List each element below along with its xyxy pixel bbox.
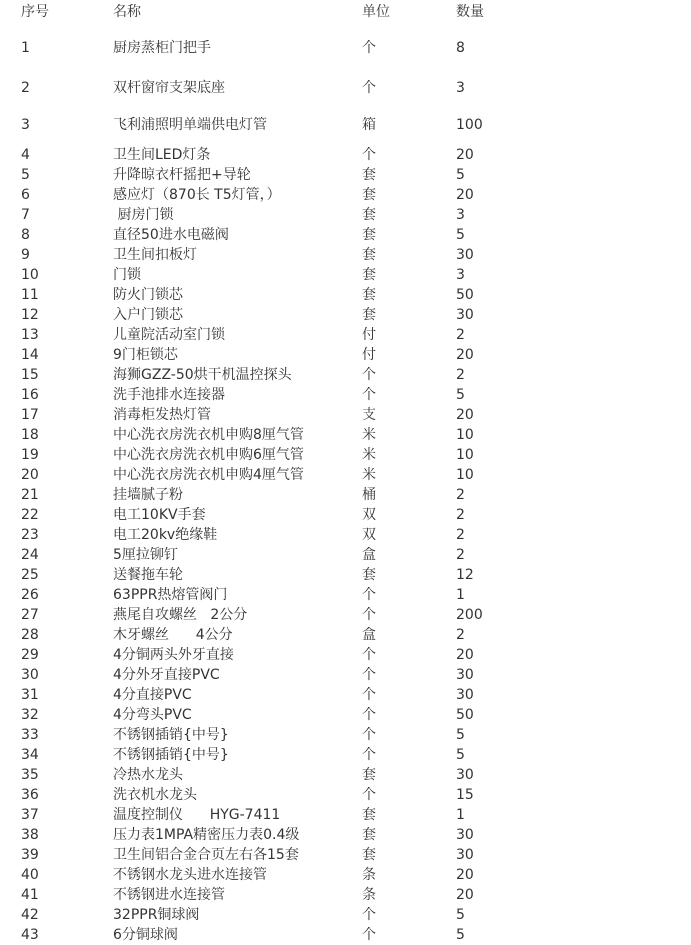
row-no: 40 [21,867,39,883]
row-unit: 套 [362,207,376,223]
row-name: 飞利浦照明单端供电灯管 [113,117,267,133]
row-no: 38 [21,827,39,843]
row-no: 8 [21,227,30,243]
row-qty: 20 [456,187,474,203]
row-unit: 个 [362,907,376,923]
row-unit: 个 [362,727,376,743]
row-name: 入户门锁芯 [113,307,183,323]
row-name: 消毒柜发热灯管 [113,407,211,423]
row-name: 不锈钢进水连接管 [113,887,225,903]
row-unit: 条 [362,867,376,883]
header-name: 名称 [113,4,141,20]
row-unit: 套 [362,567,376,583]
row-no: 28 [21,627,39,643]
table-row [0,925,691,945]
row-no: 29 [21,647,39,663]
row-unit: 个 [362,80,376,96]
table-row [0,245,691,265]
row-qty: 2 [456,507,465,523]
row-name: 厨房蒸柜门把手 [113,40,211,56]
row-qty: 50 [456,287,474,303]
table-row [0,525,691,545]
table-row [0,785,691,805]
row-name: 不锈钢插销{中号} [113,727,229,743]
row-name: 冷热水龙头 [113,767,183,783]
row-name: 32PPR铜球阀 [113,907,200,923]
row-name: 63PPR热熔管阀门 [113,587,228,603]
row-name: 双杆窗帘支架底座 [113,80,225,96]
row-qty: 12 [456,567,474,583]
row-qty: 5 [456,747,465,763]
row-qty: 3 [456,207,465,223]
row-qty: 20 [456,347,474,363]
row-qty: 10 [456,427,474,443]
row-name: 4分铜两头外牙直接 [113,647,234,663]
row-name: 中心洗衣房洗衣机申购6厘气管 [113,447,304,463]
table-row [0,285,691,305]
row-qty: 10 [456,467,474,483]
row-no: 7 [21,207,30,223]
row-name: 不锈钢插销{中号} [113,747,229,763]
table-row [0,505,691,525]
table-row [0,345,691,365]
row-name: 送餐拖车轮 [113,567,183,583]
row-no: 25 [21,567,39,583]
row-name: 海狮GZZ-50烘干机温控探头 [113,367,292,383]
row-unit: 个 [362,607,376,623]
row-name: 9门柜锁芯 [113,347,178,363]
row-qty: 2 [456,547,465,563]
row-no: 37 [21,807,39,823]
row-name: 电工10KV手套 [113,507,206,523]
row-no: 39 [21,847,39,863]
row-no: 9 [21,247,30,263]
table-header-row [0,2,691,22]
row-qty: 20 [456,887,474,903]
row-name: 温度控制仪 HYG-7411 [113,807,281,823]
row-no: 32 [21,707,39,723]
table-row [0,825,691,845]
row-unit: 付 [362,347,376,363]
row-unit: 个 [362,687,376,703]
row-unit: 米 [362,427,376,443]
row-no: 24 [21,547,39,563]
row-no: 18 [21,427,39,443]
row-name: 卫生间LED灯条 [113,147,211,163]
row-qty: 2 [456,327,465,343]
table-row [0,765,691,785]
row-name: 门锁 [113,267,141,283]
table-row [0,305,691,325]
row-name: 燕尾自攻螺丝 2公分 [113,607,248,623]
row-qty: 8 [456,40,465,56]
row-unit: 套 [362,807,376,823]
table-row [0,865,691,885]
row-unit: 套 [362,287,376,303]
row-unit: 套 [362,767,376,783]
table-row [0,485,691,505]
row-unit: 支 [362,407,376,423]
table-row [0,805,691,825]
row-unit: 个 [362,647,376,663]
row-unit: 盒 [362,627,376,643]
row-unit: 个 [362,40,376,56]
row-qty: 1 [456,587,465,603]
row-no: 34 [21,747,39,763]
table-row [0,625,691,645]
row-unit: 个 [362,367,376,383]
table-row [0,605,691,625]
row-no: 15 [21,367,39,383]
row-unit: 套 [362,247,376,263]
table-row [0,145,691,165]
row-name: 感应灯（870长 T5灯管，） [113,187,281,203]
row-name: 压力表1MPA精密压力表0.4级 [113,827,300,843]
row-qty: 3 [456,80,465,96]
row-name: 儿童院活动室门锁 [113,327,225,343]
row-name: 6分铜球阀 [113,927,178,943]
table-row [0,565,691,585]
row-no: 16 [21,387,39,403]
row-no: 33 [21,727,39,743]
table-row [0,405,691,425]
row-no: 41 [21,887,39,903]
row-unit: 盒 [362,547,376,563]
row-qty: 2 [456,627,465,643]
table-row [0,745,691,765]
row-no: 42 [21,907,39,923]
row-qty: 30 [456,687,474,703]
table-row [0,845,691,865]
row-qty: 1 [456,807,465,823]
row-no: 4 [21,147,30,163]
row-no: 23 [21,527,39,543]
row-name: 厨房门锁 [113,207,174,223]
row-no: 36 [21,787,39,803]
row-no: 17 [21,407,39,423]
table-row [0,265,691,285]
row-no: 2 [21,80,30,96]
row-qty: 2 [456,527,465,543]
row-unit: 个 [362,587,376,603]
row-unit: 双 [362,527,376,543]
row-qty: 20 [456,407,474,423]
row-no: 13 [21,327,39,343]
row-name: 直径50进水电磁阀 [113,227,229,243]
row-no: 21 [21,487,39,503]
row-name: 中心洗衣房洗衣机申购8厘气管 [113,427,304,443]
table-row [0,365,691,385]
row-unit: 个 [362,387,376,403]
table-row [0,78,691,98]
row-no: 19 [21,447,39,463]
table-row [0,545,691,565]
row-qty: 30 [456,667,474,683]
row-qty: 20 [456,647,474,663]
row-qty: 5 [456,927,465,943]
row-no: 35 [21,767,39,783]
table-row [0,705,691,725]
table-row [0,38,691,58]
row-qty: 3 [456,267,465,283]
row-qty: 5 [456,907,465,923]
row-unit: 个 [362,787,376,803]
row-qty: 100 [456,117,483,133]
table-row [0,325,691,345]
row-no: 30 [21,667,39,683]
row-qty: 200 [456,607,483,623]
table-row [0,665,691,685]
row-qty: 2 [456,367,465,383]
table-row [0,385,691,405]
row-name: 升降晾衣杆摇把+导轮 [113,167,251,183]
row-unit: 套 [362,827,376,843]
row-unit: 个 [362,707,376,723]
row-no: 12 [21,307,39,323]
table-row [0,585,691,605]
row-unit: 桶 [362,487,376,503]
row-name: 电工20kv绝缘鞋 [113,527,218,543]
row-unit: 个 [362,927,376,943]
row-qty: 5 [456,227,465,243]
row-name: 挂墙腻子粉 [113,487,183,503]
row-no: 10 [21,267,39,283]
row-unit: 付 [362,327,376,343]
row-unit: 米 [362,467,376,483]
row-unit: 套 [362,267,376,283]
row-no: 1 [21,40,30,56]
row-unit: 个 [362,747,376,763]
row-name: 4分弯头PVC [113,707,192,723]
row-no: 22 [21,507,39,523]
table-row [0,115,691,135]
row-name: 中心洗衣房洗衣机申购4厘气管 [113,467,304,483]
row-qty: 30 [456,847,474,863]
header-no: 序号 [21,4,49,20]
row-unit: 套 [362,167,376,183]
row-no: 27 [21,607,39,623]
table-row [0,905,691,925]
row-name: 5厘拉铆钉 [113,547,178,563]
row-unit: 套 [362,187,376,203]
row-name: 4分直接PVC [113,687,192,703]
table-row [0,725,691,745]
table-row [0,225,691,245]
row-no: 31 [21,687,39,703]
row-no: 26 [21,587,39,603]
row-qty: 20 [456,147,474,163]
row-no: 5 [21,167,30,183]
row-unit: 箱 [362,117,376,133]
table-row [0,425,691,445]
row-name: 卫生间扣板灯 [113,247,197,263]
row-name: 洗衣机水龙头 [113,787,197,803]
row-qty: 10 [456,447,474,463]
row-qty: 2 [456,487,465,503]
row-unit: 米 [362,447,376,463]
row-name: 4分外牙直接PVC [113,667,220,683]
row-name: 洗手池排水连接器 [113,387,225,403]
row-unit: 双 [362,507,376,523]
table-row [0,165,691,185]
row-qty: 15 [456,787,474,803]
row-name: 不锈钢水龙头进水连接管 [113,867,267,883]
header-qty: 数量 [456,4,484,20]
row-name: 木牙螺丝 4公分 [113,627,233,643]
table-row [0,205,691,225]
table-row [0,185,691,205]
row-qty: 20 [456,867,474,883]
row-no: 6 [21,187,30,203]
row-no: 20 [21,467,39,483]
row-unit: 套 [362,227,376,243]
row-no: 14 [21,347,39,363]
row-unit: 套 [362,847,376,863]
row-qty: 30 [456,307,474,323]
table-row [0,685,691,705]
header-unit: 单位 [362,4,390,20]
row-qty: 5 [456,387,465,403]
row-qty: 5 [456,167,465,183]
row-qty: 30 [456,247,474,263]
row-no: 11 [21,287,39,303]
row-no: 3 [21,117,30,133]
row-unit: 个 [362,667,376,683]
row-name: 防火门锁芯 [113,287,183,303]
row-qty: 50 [456,707,474,723]
row-unit: 条 [362,887,376,903]
table-row [0,645,691,665]
row-unit: 个 [362,147,376,163]
row-qty: 30 [456,827,474,843]
row-qty: 30 [456,767,474,783]
row-unit: 套 [362,307,376,323]
row-qty: 5 [456,727,465,743]
row-name: 卫生间铝合金合页左右各15套 [113,847,299,863]
table-row [0,885,691,905]
row-no: 43 [21,927,39,943]
table-row [0,465,691,485]
table-row [0,445,691,465]
